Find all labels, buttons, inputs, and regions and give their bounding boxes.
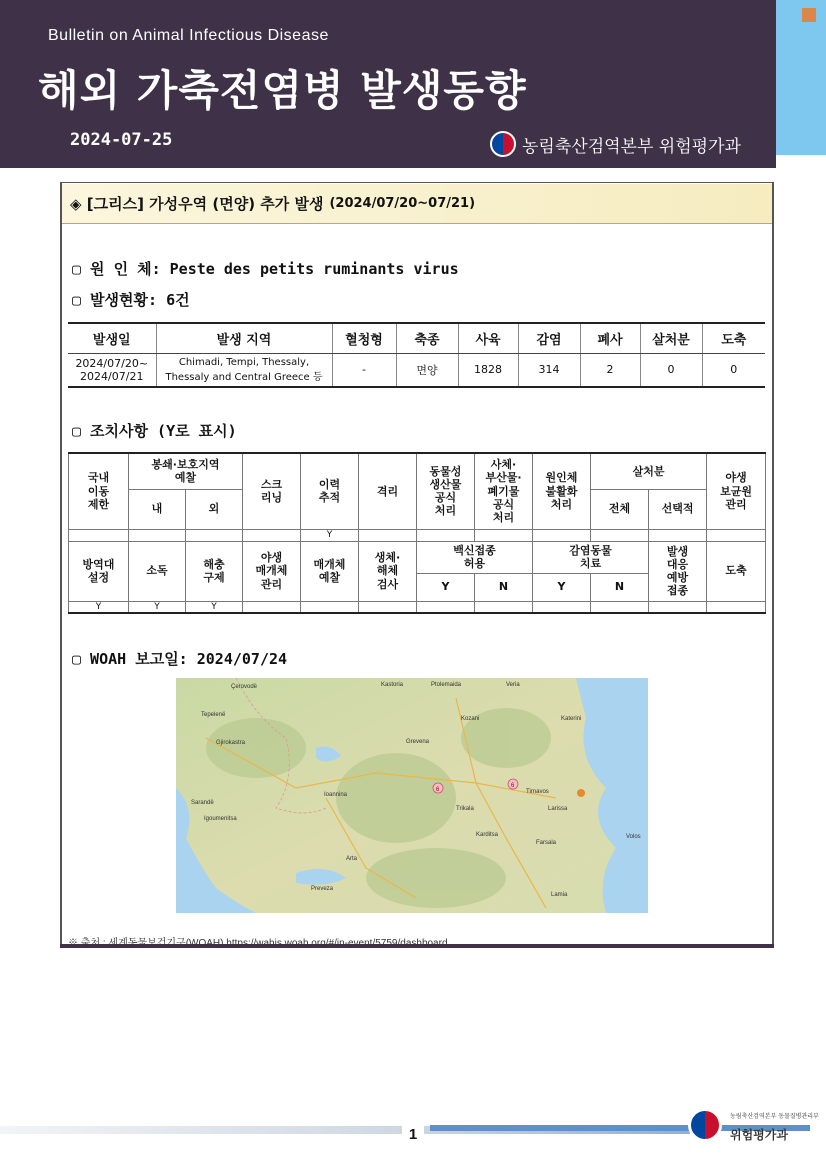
map-label: Igoumenitsa: [204, 816, 237, 822]
hdr-cull-all: 전체: [591, 489, 649, 529]
map-label: Farsala: [536, 840, 557, 846]
map-canvas: [176, 678, 648, 913]
hdr-cull-selective: 선택적: [649, 489, 707, 529]
header-org-name: 농림축산검역본부 위험평가과: [522, 136, 741, 157]
outbreak-marker[interactable]: [433, 783, 443, 793]
col-dead: 폐사: [580, 323, 640, 353]
col-serotype: 혈청형: [332, 323, 396, 353]
value-cell: [243, 601, 301, 613]
bulletin-date: 2024-07-25: [70, 130, 173, 150]
map-label: Ptolemaida: [431, 682, 462, 688]
side-accent-blue: [776, 0, 826, 155]
value-cell: [707, 601, 766, 613]
status-line: ▢ 발생현황: 6건: [72, 291, 190, 309]
table-row: [68, 353, 765, 387]
value-cell: [475, 529, 533, 541]
map-label: Arta: [346, 856, 358, 862]
hdr-emergency-vacc: 발생 대응 예방 접종: [649, 541, 707, 601]
hdr-zone-in: 내: [129, 489, 186, 529]
heading-marker: ◈: [70, 194, 82, 213]
hdr-control-zone: 방역대 설정: [69, 541, 129, 601]
value-cell: [186, 529, 243, 541]
page-number: 1: [402, 1124, 424, 1146]
map-label: Lamia: [551, 892, 568, 898]
value-cell: [69, 529, 129, 541]
hdr-inactivation: 원인체 불활화 처리: [533, 453, 591, 529]
cell-date: [68, 353, 156, 387]
hdr-disinfection: 소독: [129, 541, 186, 601]
region-line-2: Thessaly and Central Greece 등: [165, 371, 323, 383]
hdr-bio-test: 생체· 해체 검사: [359, 541, 417, 601]
value-cell: [649, 601, 707, 613]
cell-dead: 2: [580, 353, 640, 387]
value-cell: [591, 601, 649, 613]
map-label: Kozani: [461, 716, 480, 722]
hdr-movement: 국내 이동 제한: [69, 453, 129, 529]
map-label: Ioannina: [324, 792, 348, 798]
col-culled: 살처분: [640, 323, 702, 353]
hdr-wild-reservoir: 야생 보균원 관리: [707, 453, 766, 529]
hdr-treat-n: N: [591, 573, 649, 601]
col-kept: 사육: [458, 323, 518, 353]
map-label: Katerini: [561, 716, 582, 722]
map-label: Karditsa: [476, 832, 499, 838]
footer-org-small: 농림축산검역본부 동물질병관리부: [730, 1113, 819, 1120]
report-heading: [62, 184, 772, 224]
map-label: Çerovodë: [231, 684, 258, 690]
map-label: Veria: [506, 682, 520, 688]
heading-text: [그리스] 가성우역 (면양) 추가 발생: [86, 195, 324, 213]
value-cell: Y: [186, 601, 243, 613]
hdr-wild-vector: 야생 매개체 관리: [243, 541, 301, 601]
cell-slaughtered: 0: [702, 353, 765, 387]
col-slaughtered: 도축: [702, 323, 765, 353]
value-cell: [533, 601, 591, 613]
value-cell: [417, 529, 475, 541]
source-note: ※ 출처 : 세계동물보건기구(WOAH) https://wahis.woah.org/#/in-event/5759/dashboard: [68, 938, 448, 949]
hdr-screening: 스크 리닝: [243, 453, 301, 529]
outbreak-table: [68, 322, 765, 388]
taegeuk-logo-icon: [490, 131, 516, 157]
marker-count: 6: [511, 783, 515, 789]
woah-line: ▢ WOAH 보고일: 2024/07/24: [72, 650, 288, 668]
pathogen-line: ▢ 원 인 체: Peste des petits ruminants virus: [72, 260, 459, 278]
header-banner: [0, 0, 776, 168]
hdr-vaccination: 백신접종 허용: [417, 541, 533, 573]
outbreak-map: [176, 678, 648, 913]
value-cell: Y: [129, 601, 186, 613]
measures-table: [68, 452, 766, 614]
measures-line: ▢ 조치사항 (Y로 표시): [72, 422, 237, 440]
map-label: Larissa: [548, 806, 568, 812]
bulletin-subtitle: Bulletin on Animal Infectious Disease: [48, 27, 329, 44]
map-label: Trikala: [456, 806, 474, 812]
footer-logo-icon: [688, 1108, 722, 1142]
table-row: [69, 601, 766, 613]
hdr-treatment: 감염동물 치료: [533, 541, 649, 573]
map-label: Volos: [626, 834, 641, 840]
heading-range: (2024/07/20~07/21): [329, 196, 476, 211]
map-label: Sarandë: [191, 800, 214, 806]
value-cell: [649, 529, 707, 541]
map-label: Tepelenë: [201, 712, 226, 718]
hdr-quarantine: 격리: [359, 453, 417, 529]
cell-kept: 1828: [458, 353, 518, 387]
col-region: 발생 지역: [156, 323, 332, 353]
cell-infected: 314: [518, 353, 580, 387]
side-accent-orange: [802, 8, 816, 22]
outbreak-marker[interactable]: [508, 779, 518, 789]
hdr-vacc-n: N: [475, 573, 533, 601]
col-infected: 감염: [518, 323, 580, 353]
cell-serotype: -: [332, 353, 396, 387]
hdr-vacc-y: Y: [417, 573, 475, 601]
value-cell: [301, 601, 359, 613]
date-start: 2024/07/20~: [75, 356, 149, 370]
header-org: [490, 131, 741, 157]
value-cell: [243, 529, 301, 541]
bulletin-title: 해외 가축전염병 발생동향: [38, 66, 527, 115]
col-date: 발생일: [68, 323, 156, 353]
marker-count: 6: [436, 787, 440, 793]
value-cell: [359, 601, 417, 613]
map-label: Grevena: [406, 739, 430, 745]
value-cell: [533, 529, 591, 541]
value-cell: Y: [69, 601, 129, 613]
date-end: 2024/07/21: [80, 369, 144, 383]
map-label: Preveza: [311, 886, 334, 892]
value-cell: [417, 601, 475, 613]
region-line-1: Chimadi, Tempi, Thessaly,: [178, 356, 310, 368]
value-cell: [591, 529, 649, 541]
cell-species: 면양: [396, 353, 458, 387]
map-label: Gjirokastra: [216, 740, 246, 746]
hdr-vector-surv: 매개체 예찰: [301, 541, 359, 601]
outbreak-dot[interactable]: [577, 789, 585, 797]
table-row: [69, 529, 766, 541]
value-cell: [359, 529, 417, 541]
hdr-trace: 이력 추적: [301, 453, 359, 529]
value-cell: Y: [301, 529, 359, 541]
hdr-pest: 해충 구제: [186, 541, 243, 601]
col-species: 축종: [396, 323, 458, 353]
hdr-treat-y: Y: [533, 573, 591, 601]
hdr-cull: 살처분: [591, 453, 707, 489]
value-cell: [707, 529, 766, 541]
hdr-zone-out: 외: [186, 489, 243, 529]
cell-region: [156, 353, 332, 387]
hdr-zone: 봉쇄·보호지역 예찰: [129, 453, 243, 489]
footer-org: 위험평가과: [730, 1128, 788, 1142]
cell-culled: 0: [640, 353, 702, 387]
hdr-carcass: 사체· 부산물· 폐기물 공식 처리: [475, 453, 533, 529]
value-cell: [129, 529, 186, 541]
map-label: Tirnavos: [526, 789, 549, 795]
hdr-slaughter: 도축: [707, 541, 766, 601]
value-cell: [475, 601, 533, 613]
map-label: Kastoria: [381, 682, 404, 688]
hdr-animal-products: 동물성 생산물 공식 처리: [417, 453, 475, 529]
